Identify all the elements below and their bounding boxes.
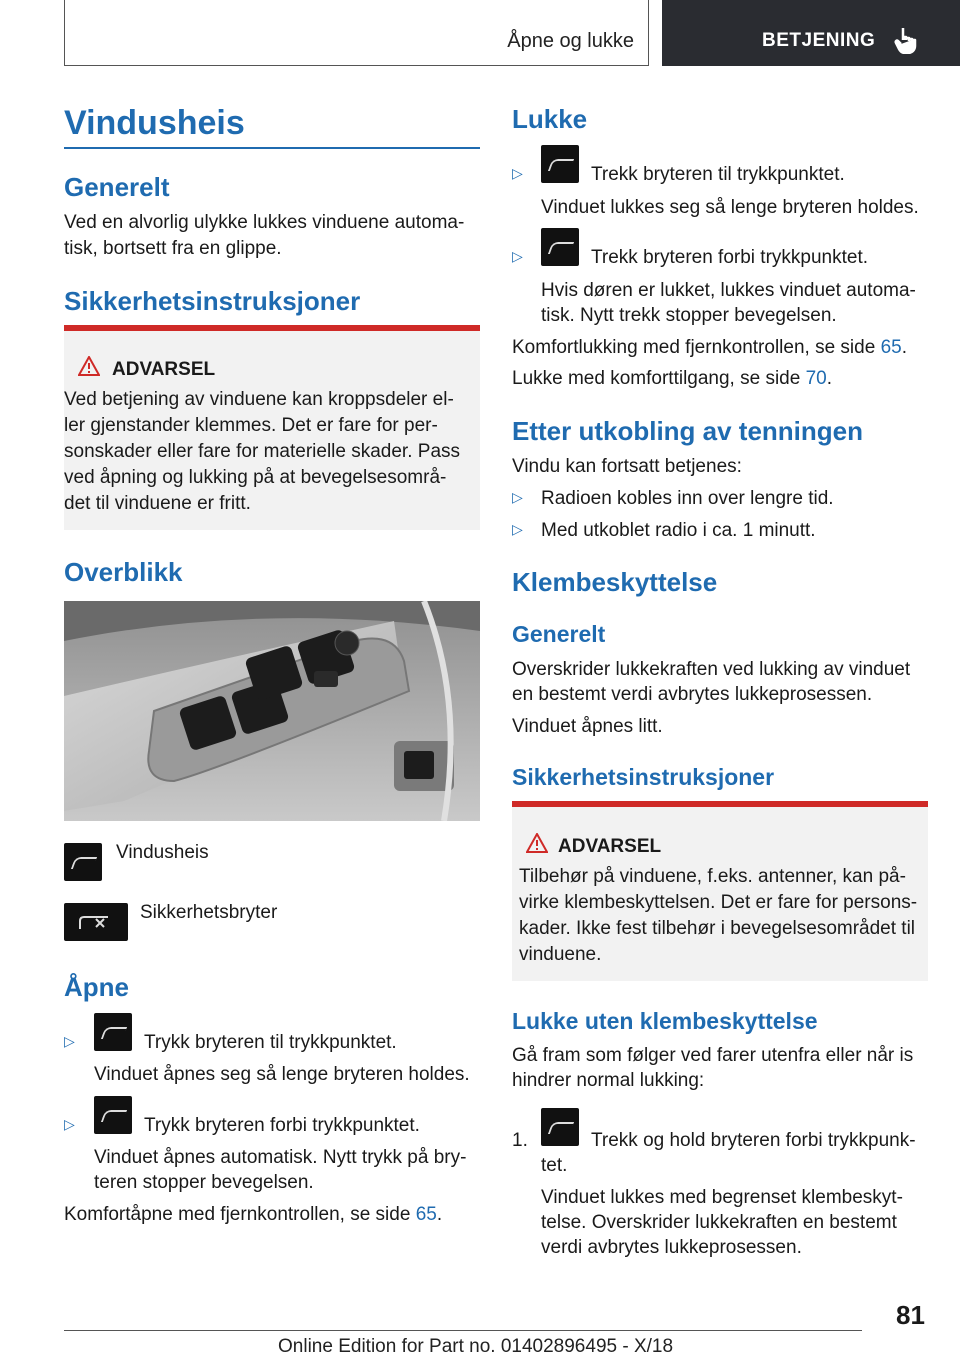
generelt-text-1: Ved en alvorlig ulykke lukkes vinduene automa- <box>64 212 465 233</box>
safety-heading-left: Sikkerhetsinstruksjoner <box>64 286 361 316</box>
warning-title: ADVARSEL <box>112 359 216 380</box>
warning-box-right <box>512 801 928 981</box>
close-step-1: Trekk bryteren til trykkpunktet. <box>591 164 845 185</box>
safety-switch-icon <box>64 903 128 941</box>
open-step-1-sub: Vinduet åpnes seg så lenge bryteren holdes. <box>94 1064 470 1085</box>
bullet-arrow-icon: ▷ <box>512 165 523 181</box>
warning-line: Ved betjening av vinduene kan kroppsdeler el- <box>64 389 454 410</box>
no-pinch-text-2: hindrer normal lukking: <box>512 1070 705 1091</box>
no-pinch-sub-3: verdi avbrytes lukkeprosessen. <box>541 1237 802 1258</box>
window-switch-icon <box>94 1013 132 1051</box>
close-step-1-sub: Vinduet lukkes seg så lenge bryteren holdes. <box>541 197 919 218</box>
no-pinch-sub-2: telse. Overskrider lukkekraften en bestemt <box>541 1212 897 1233</box>
generelt-text-2: tisk, bortsett fra en glippe. <box>64 238 282 259</box>
footer-edition: Online Edition for Part no. 01402896495 - X/18 <box>278 1336 674 1357</box>
page-number: 81 <box>896 1300 925 1330</box>
close-step-2-sub-1: Hvis døren er lukket, lukkes vinduet automa- <box>541 280 916 301</box>
close-step-2: Trekk bryteren forbi trykkpunktet. <box>591 247 869 268</box>
page-link[interactable]: 65 <box>880 337 902 358</box>
running-header-section <box>64 0 649 66</box>
bullet-arrow-icon: ▷ <box>512 489 523 505</box>
warning-line: sonskader eller fare for materielle skader. Pass <box>64 441 461 462</box>
no-pinch-step-1b: tet. <box>541 1155 568 1176</box>
warning-line: vinduene. <box>519 944 602 965</box>
open-step-2: Trykk bryteren forbi trykkpunktet. <box>144 1115 420 1136</box>
pinch-text-3: Vinduet åpnes litt. <box>512 716 663 737</box>
warning-line: ler gjenstander klemmes. Det er fare for per- <box>64 415 438 436</box>
warning-title: ADVARSEL <box>558 836 662 857</box>
warning-line: kader. Ikke fest tilbehør i bevegelsesområdet til <box>519 918 916 939</box>
open-heading: Åpne <box>64 972 129 1002</box>
after-bullet-2: Med utkoblet radio i ca. 1 minutt. <box>541 520 816 541</box>
warning-box-left <box>64 325 480 530</box>
window-switch-icon <box>541 1108 579 1146</box>
close-comfort-1: Komfortlukking med fjernkontrollen, se side 65. <box>512 337 907 358</box>
pinch-text-1: Overskrider lukkekraften ved lukking av vinduet <box>512 659 911 680</box>
no-pinch-heading: Lukke uten klembeskyttelse <box>512 1008 818 1034</box>
generelt-heading: Generelt <box>64 172 170 202</box>
window-switch-icon <box>94 1096 132 1134</box>
warning-line: virke klembeskyttelsen. Det er fare for persons- <box>519 892 918 913</box>
no-pinch-text-1: Gå fram som følger ved farer utenfra eller når is <box>512 1045 914 1066</box>
warning-line: det til vinduene er fritt. <box>64 493 251 514</box>
pinch-generelt-heading: Generelt <box>512 621 606 647</box>
page-title: Vindusheis <box>64 104 245 142</box>
no-pinch-sub-1: Vinduet lukkes med begrenset klembeskyt- <box>541 1187 903 1208</box>
warning-line: ved åpning og lukking på at bevegelsesområ- <box>64 467 447 488</box>
title-rule <box>64 147 480 149</box>
after-ignition-text: Vindu kan fortsatt betjenes: <box>512 456 742 477</box>
bullet-arrow-icon: ▷ <box>64 1033 75 1049</box>
legend-safety: Sikkerhetsbryter <box>140 902 278 923</box>
open-step-1: Trykk bryteren til trykkpunktet. <box>144 1032 397 1053</box>
close-comfort-2: Lukke med komforttilgang, se side 70. <box>512 368 833 389</box>
window-switch-icon <box>64 843 102 881</box>
step-number: 1. <box>512 1130 528 1151</box>
door-switch-photo <box>64 601 480 821</box>
pinch-text-2: en bestemt verdi avbrytes lukkeprosessen. <box>512 684 873 705</box>
close-step-2-sub-2: tisk. Nytt trekk stopper bevegelsen. <box>541 305 837 326</box>
open-comfort-text: Komfortåpne med fjernkontrollen, se side 65. <box>64 1204 443 1225</box>
after-bullet-1: Radioen kobles inn over lengre tid. <box>541 488 834 509</box>
close-heading: Lukke <box>512 104 588 134</box>
overview-heading: Overblikk <box>64 557 183 587</box>
after-ignition-heading: Etter utkobling av tenningen <box>512 416 864 446</box>
bullet-arrow-icon: ▷ <box>512 521 523 537</box>
open-step-2-sub-2: teren stopper bevegelsen. <box>94 1172 314 1193</box>
warning-triangle-icon <box>526 833 548 853</box>
warning-triangle-icon <box>78 356 100 376</box>
footer-rule <box>64 1330 862 1331</box>
legend-window: Vindusheis <box>116 842 209 863</box>
bullet-arrow-icon: ▷ <box>64 1116 75 1132</box>
open-step-2-sub-1: Vinduet åpnes automatisk. Nytt trykk på bry- <box>94 1147 467 1168</box>
section-label: Åpne og lukke <box>507 30 634 52</box>
window-switch-icon <box>541 228 579 266</box>
window-switch-icon <box>541 145 579 183</box>
pinch-heading: Klembeskyttelse <box>512 567 718 597</box>
warning-line: Tilbehør på vinduene, f.eks. antenner, kan på- <box>519 866 906 887</box>
safety-heading-right: Sikkerhetsinstruksjoner <box>512 764 775 790</box>
page-link[interactable]: 65 <box>415 1204 437 1225</box>
page-link[interactable]: 70 <box>805 368 827 389</box>
bullet-arrow-icon: ▷ <box>512 248 523 264</box>
chapter-label: BETJENING <box>762 30 876 51</box>
no-pinch-step-1a: Trekk og hold bryteren forbi trykkpunk- <box>591 1130 916 1151</box>
hand-pointer-icon <box>894 26 920 54</box>
